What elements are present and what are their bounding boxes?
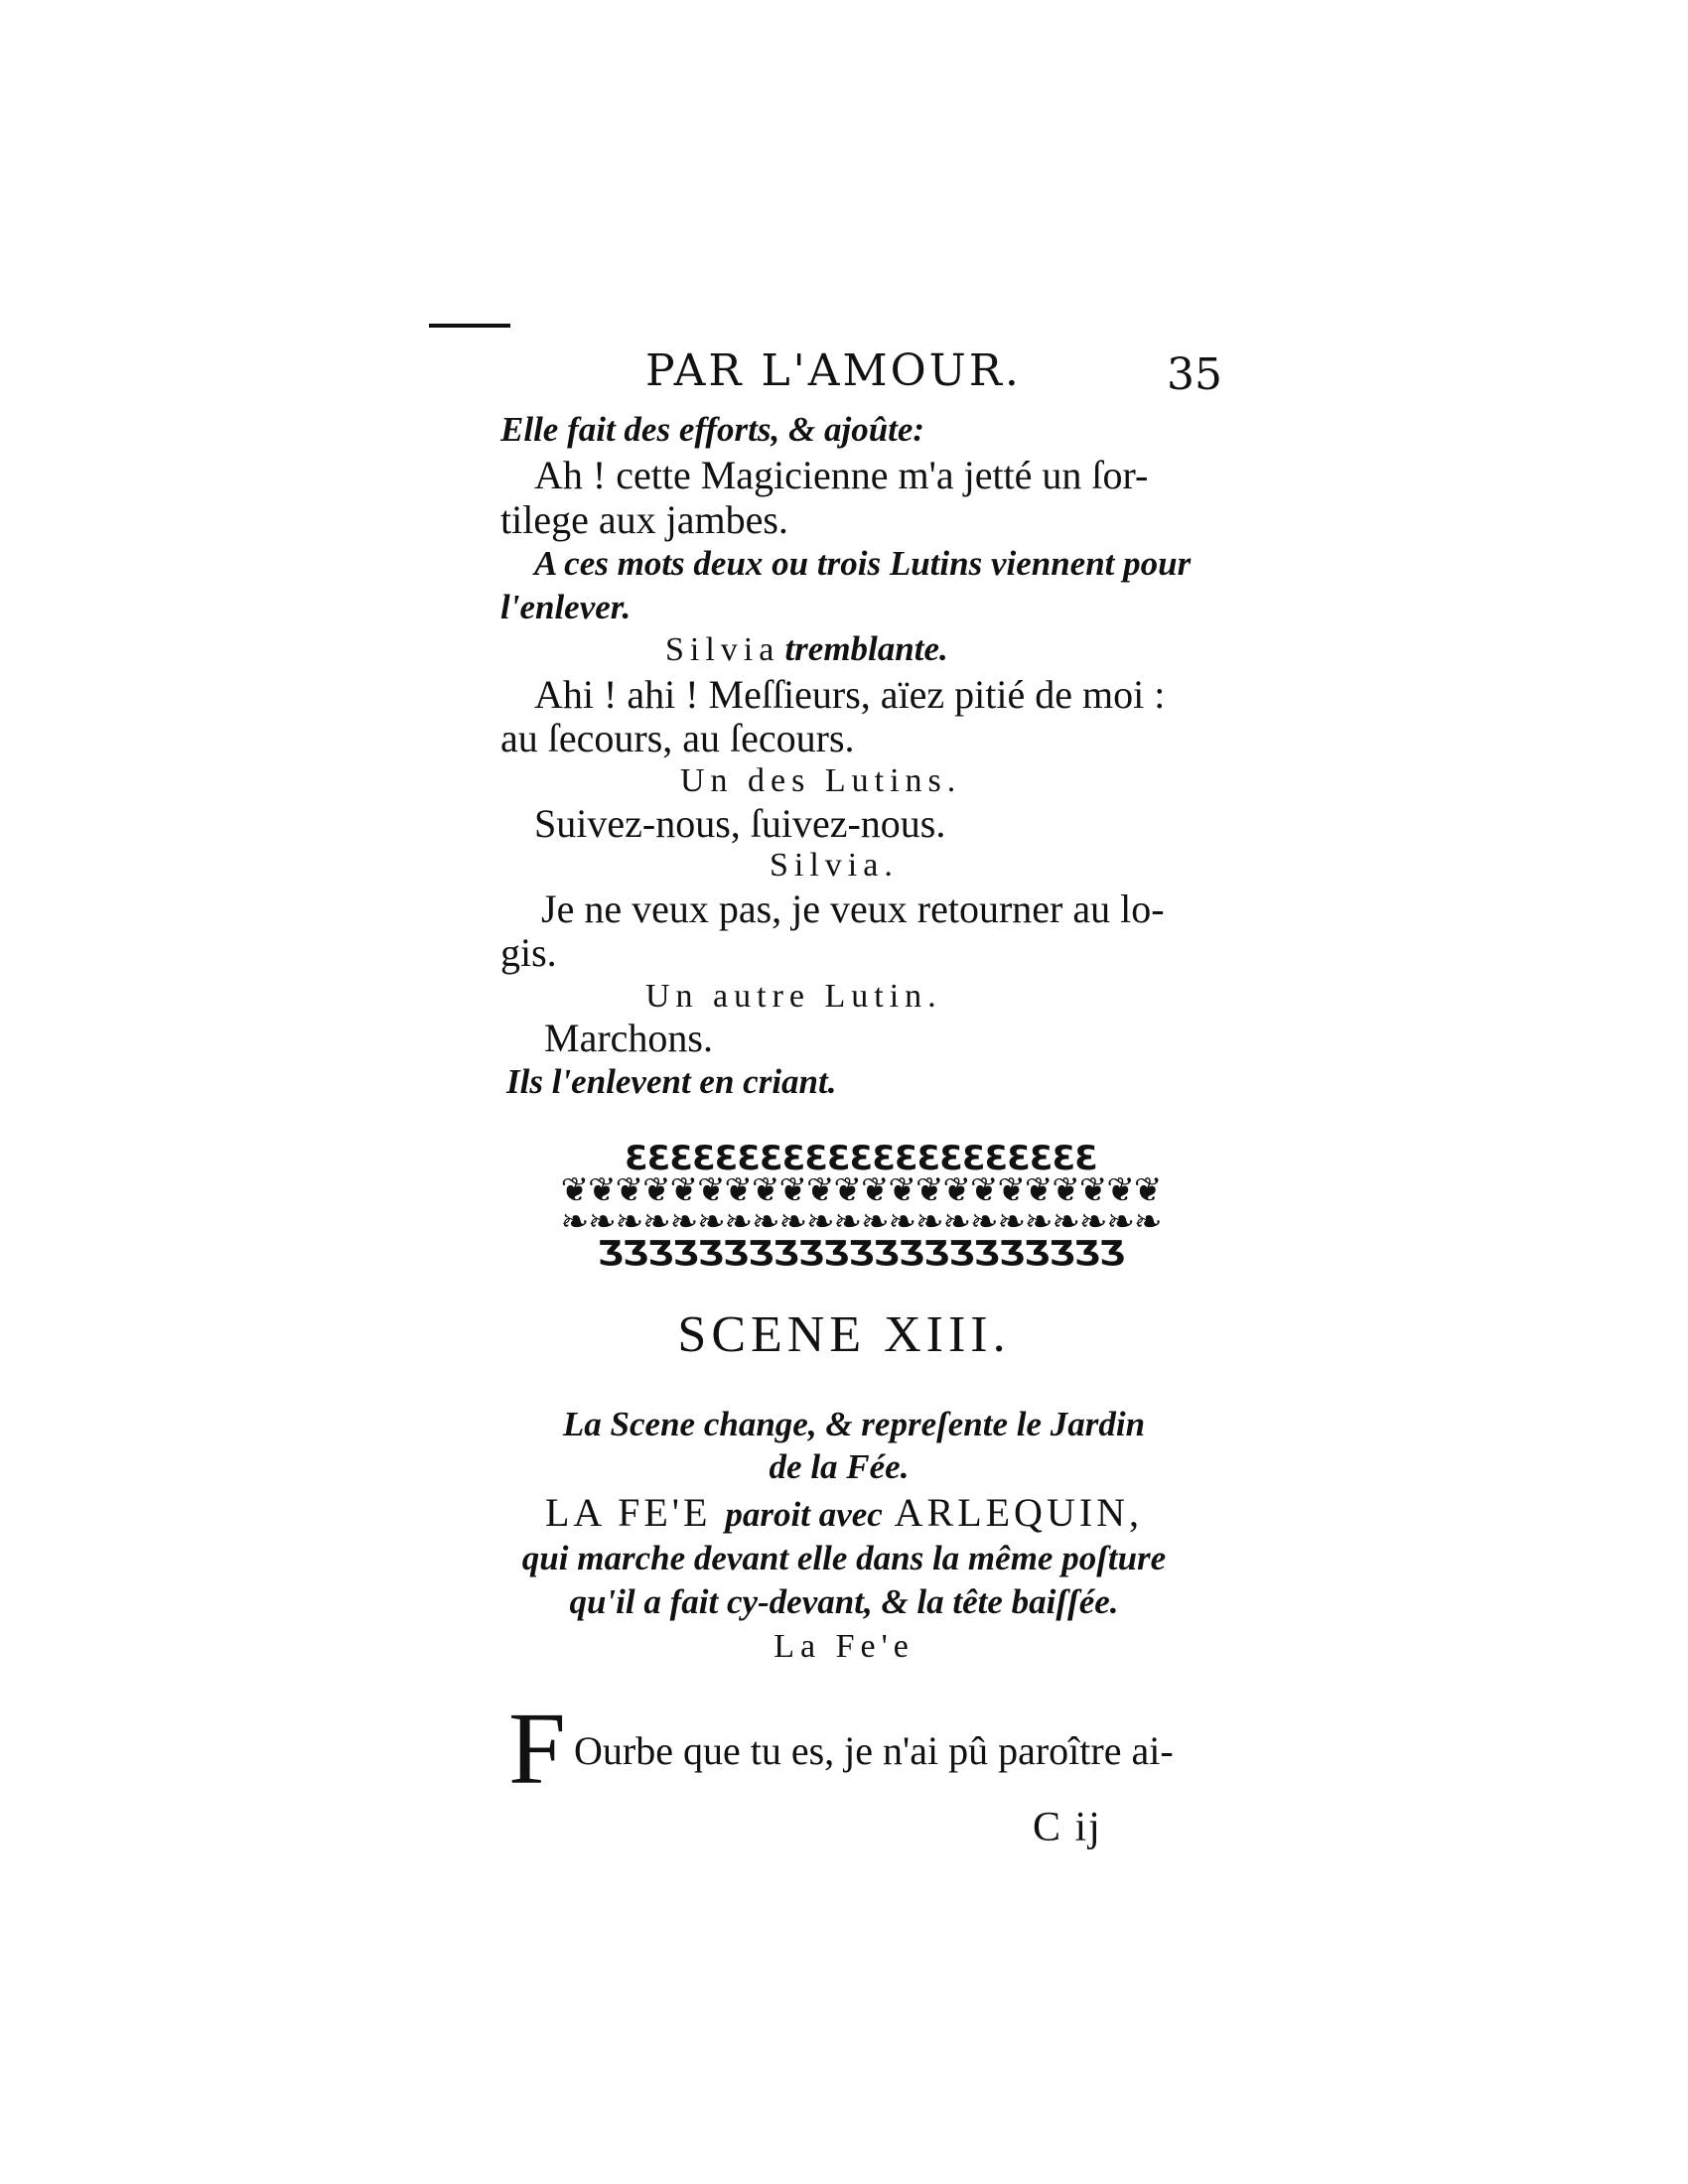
running-title: PAR L'AMOUR. (645, 345, 1022, 396)
stage-direction: de la Fée. (769, 1447, 910, 1486)
ornament-row: ❧❧❧❧❧❧❧❧❧❧❧❧❧❧❧❧❧❧❧❧❧❧ (560, 1205, 1162, 1239)
character-name: ARLEQUIN, (894, 1490, 1144, 1535)
text-line: Ourbe que tu es, je n'ai pû paroître ai- (574, 1728, 1174, 1773)
text-line: tilege aux jambes. (500, 497, 788, 542)
text-line: Marchons. (544, 1016, 713, 1060)
stage-direction: La Scene change, & repreſente le Jardin (562, 1405, 1146, 1443)
speaker-direction: tremblante. (784, 629, 948, 668)
text-line: gis. (500, 930, 557, 975)
entry-line (0, 1489, 1688, 1536)
top-rule (429, 324, 510, 328)
stage-direction: qui marche devant elle dans la même poſture (521, 1539, 1167, 1577)
text-line: au ſecours, au ſecours. (500, 716, 855, 760)
ornament-row: ƷƷƷƷƷƷƷƷƷƷƷƷƷƷƷƷƷƷƷƷƷ (597, 1237, 1125, 1271)
speaker-name: La Fe'e (774, 1628, 914, 1665)
stage-direction: Elle fait des efforts, & ajoûte: (500, 410, 925, 449)
ornament-row: ❦❦❦❦❦❦❦❦❦❦❦❦❦❦❦❦❦❦❦❦❦❦ (560, 1173, 1162, 1207)
text-line: Ahi ! ahi ! Meſſieurs, aïez pitié de moi : (534, 672, 1166, 717)
speaker-name: Silvia. (770, 847, 899, 884)
text-line: Suivez-nous, ſuivez-nous. (534, 801, 946, 846)
text-line: Je ne veux pas, je veux retourner au lo- (541, 887, 1165, 931)
page-number: 35 (1167, 349, 1222, 400)
speaker-line (665, 629, 948, 669)
scene-title: SCENE XIII. (677, 1306, 1011, 1363)
speaker-name: Un autre Lutin. (645, 978, 942, 1015)
stage-direction: A ces mots deux ou trois Lutins viennent pour (534, 544, 1192, 583)
entry-direction: paroit avec (725, 1495, 883, 1534)
speaker-name: Un des Lutins. (680, 762, 962, 799)
stage-direction: qu'il a fait cy-devant, & la tête baiſſée. (569, 1582, 1119, 1621)
signature-mark: C ij (1033, 1805, 1102, 1850)
character-name: LA FE'E (544, 1490, 712, 1535)
stage-direction: Ils l'enlevent en criant. (506, 1062, 837, 1101)
drop-cap: F (508, 1692, 566, 1806)
speaker-name: Silvia (665, 631, 780, 668)
stage-direction: l'enlever. (500, 588, 632, 626)
text-line: Ah ! cette Magicienne m'a jetté un ſor- (534, 453, 1149, 497)
ornament-row: ƐƐƐƐƐƐƐƐƐƐƐƐƐƐƐƐƐƐƐƐƐ (625, 1142, 1097, 1175)
